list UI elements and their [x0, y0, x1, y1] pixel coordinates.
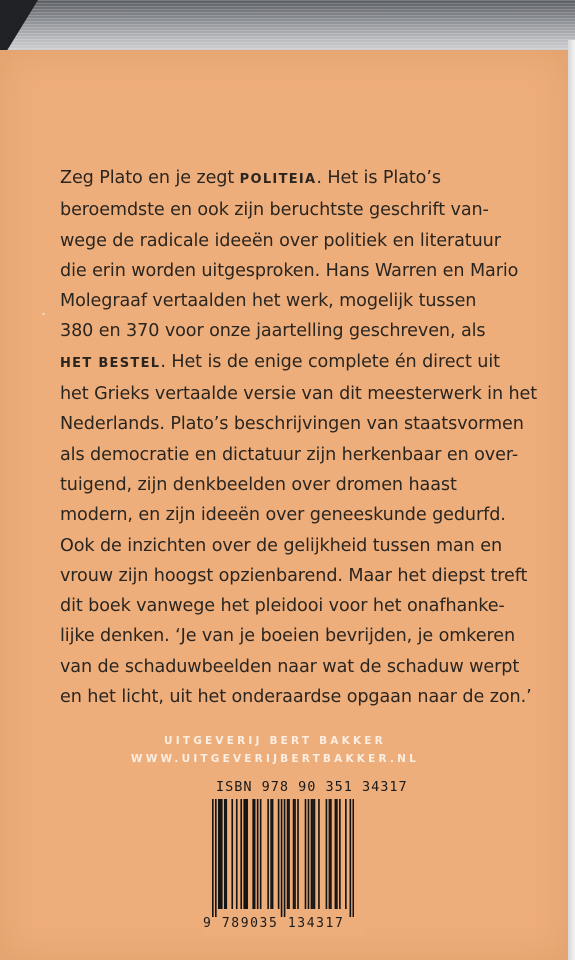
barcode-bar	[252, 799, 254, 909]
barcode-bar	[240, 799, 242, 909]
blurb-line	[60, 347, 550, 379]
blurb-line	[60, 621, 550, 651]
blurb-line	[60, 591, 550, 621]
barcode-bar	[330, 799, 332, 909]
blurb-segment: lijke denken. ‘Je van je boeien bevrijden, je omkeren	[60, 626, 516, 647]
barcode-bar	[236, 799, 238, 909]
blurb-line	[60, 470, 550, 500]
barcode-bar	[314, 799, 316, 909]
barcode-bar	[281, 799, 283, 917]
blurb-line	[60, 531, 550, 561]
barcode-digits: 9 789035 134317	[203, 916, 345, 931]
blurb-segment: als democratie en dictatuur zijn herkenbaar en over-	[60, 444, 519, 465]
blurb-segment: modern, en zijn ideeën over geneeskunde gedurfd.	[60, 505, 506, 526]
blurb-segment: 380 en 370 voor onze jaartelling geschreven, als	[60, 321, 486, 342]
barcode-bar	[287, 799, 289, 909]
blurb-segment: dit boek vanwege het pleidooi voor het onafhanke-	[60, 596, 505, 617]
blurb-segment: Nederlands. Plato’s beschrijvingen van staatsvormen	[60, 414, 524, 435]
barcode-bar	[288, 799, 290, 909]
blurb-line	[60, 561, 550, 591]
barcode-bars	[212, 799, 354, 917]
blurb-segment: Zeg Plato en je zegt	[60, 168, 240, 188]
blurb-segment: Molegraaf vertaalden het werk, mogelijk tussen	[60, 291, 477, 312]
barcode-bar	[336, 799, 338, 909]
barcode-bar	[225, 799, 227, 909]
blurb-segment: wege de radicale ideeën over politiek en literatuur	[60, 230, 501, 251]
barcode-bar	[246, 799, 248, 909]
blurb-line	[60, 256, 550, 286]
barcode-bar	[260, 799, 262, 909]
barcode-bar	[353, 799, 354, 917]
publisher-url: WWW.UITGEVERIJBERTBAKKER.NL	[130, 753, 420, 765]
barcode-bar	[329, 799, 331, 909]
blurb-line	[60, 195, 550, 225]
blurb-line	[60, 163, 550, 195]
barcode-bar	[267, 799, 269, 909]
blurb-line	[60, 652, 550, 682]
blurb-segment: . Het is de enige complete én direct uit	[160, 351, 500, 372]
barcode-bar	[294, 799, 296, 909]
book-title: POLITEIA	[239, 172, 317, 187]
barcode-bar	[270, 799, 272, 909]
blurb-line	[60, 682, 550, 712]
barcode-bar	[221, 799, 223, 909]
barcode-bar	[245, 799, 247, 909]
barcode-bar	[212, 799, 214, 917]
barcode-bar	[311, 799, 313, 909]
blurb-segment: beroemdste en ook zijn beruchtste geschrift van-	[60, 200, 489, 221]
barcode	[203, 777, 408, 935]
barcode-bar	[224, 799, 226, 909]
book-title: HET BESTEL	[60, 355, 161, 371]
barcode-bar	[305, 799, 307, 909]
barcode-bar	[345, 799, 347, 909]
barcode-bar	[243, 799, 245, 909]
publisher-name: UITGEVERIJ BERT BAKKER	[164, 735, 386, 747]
blurb-segment: . Het is Plato’s	[316, 168, 441, 188]
blurb-segment: vrouw zijn hoogst opzienbarend. Maar het diepst treft	[60, 565, 528, 586]
barcode-bar	[350, 799, 352, 917]
barcode-bar	[339, 799, 341, 909]
blurb-segment: van de schaduwbeelden naar wat de schaduw werpt	[60, 656, 520, 677]
blurb-line	[60, 316, 550, 346]
blurb-line	[60, 440, 550, 470]
barcode-bar	[293, 799, 295, 909]
blurb-segment: en het licht, uit het onderaardse opgaan naar de zon.’	[60, 687, 532, 708]
blurb-line	[60, 500, 550, 530]
dust-speck	[42, 313, 45, 315]
barcode-bar	[308, 799, 310, 909]
barcode-bar	[278, 799, 280, 909]
blurb-segment: die erin worden uitgesproken. Hans Warren en Mario	[60, 260, 519, 281]
blurb-line	[60, 379, 550, 409]
barcode-bar	[257, 799, 259, 909]
barcode-bar	[272, 799, 274, 909]
barcode-bar	[284, 799, 286, 917]
blurb-segment: het Grieks vertaalde versie van dit meesterwerk in het	[60, 384, 538, 405]
blurb-text	[60, 163, 550, 712]
blurb-line	[60, 226, 550, 256]
isbn-label: ISBN 978 90 351 34317	[216, 779, 408, 795]
barcode-bar	[215, 799, 217, 917]
blurb-line	[60, 409, 550, 439]
page-lines	[0, 0, 575, 56]
blurb-line	[60, 286, 550, 316]
barcode-bar	[318, 799, 320, 909]
blurb-segment: Ook de inzichten over de gelijkheid tussen man en	[60, 535, 502, 556]
barcode-bar	[218, 799, 220, 909]
barcode-bar	[312, 799, 314, 909]
barcode-bar	[335, 799, 337, 909]
barcode-bar	[219, 799, 221, 909]
blurb-segment: tuigend, zijn denkbeelden over dromen haast	[60, 474, 457, 495]
barcode-bar	[254, 799, 256, 909]
barcode-bar	[326, 799, 328, 909]
barcode-bar	[231, 799, 233, 909]
barcode-bar	[297, 799, 299, 909]
cover-side-edge	[568, 40, 575, 960]
